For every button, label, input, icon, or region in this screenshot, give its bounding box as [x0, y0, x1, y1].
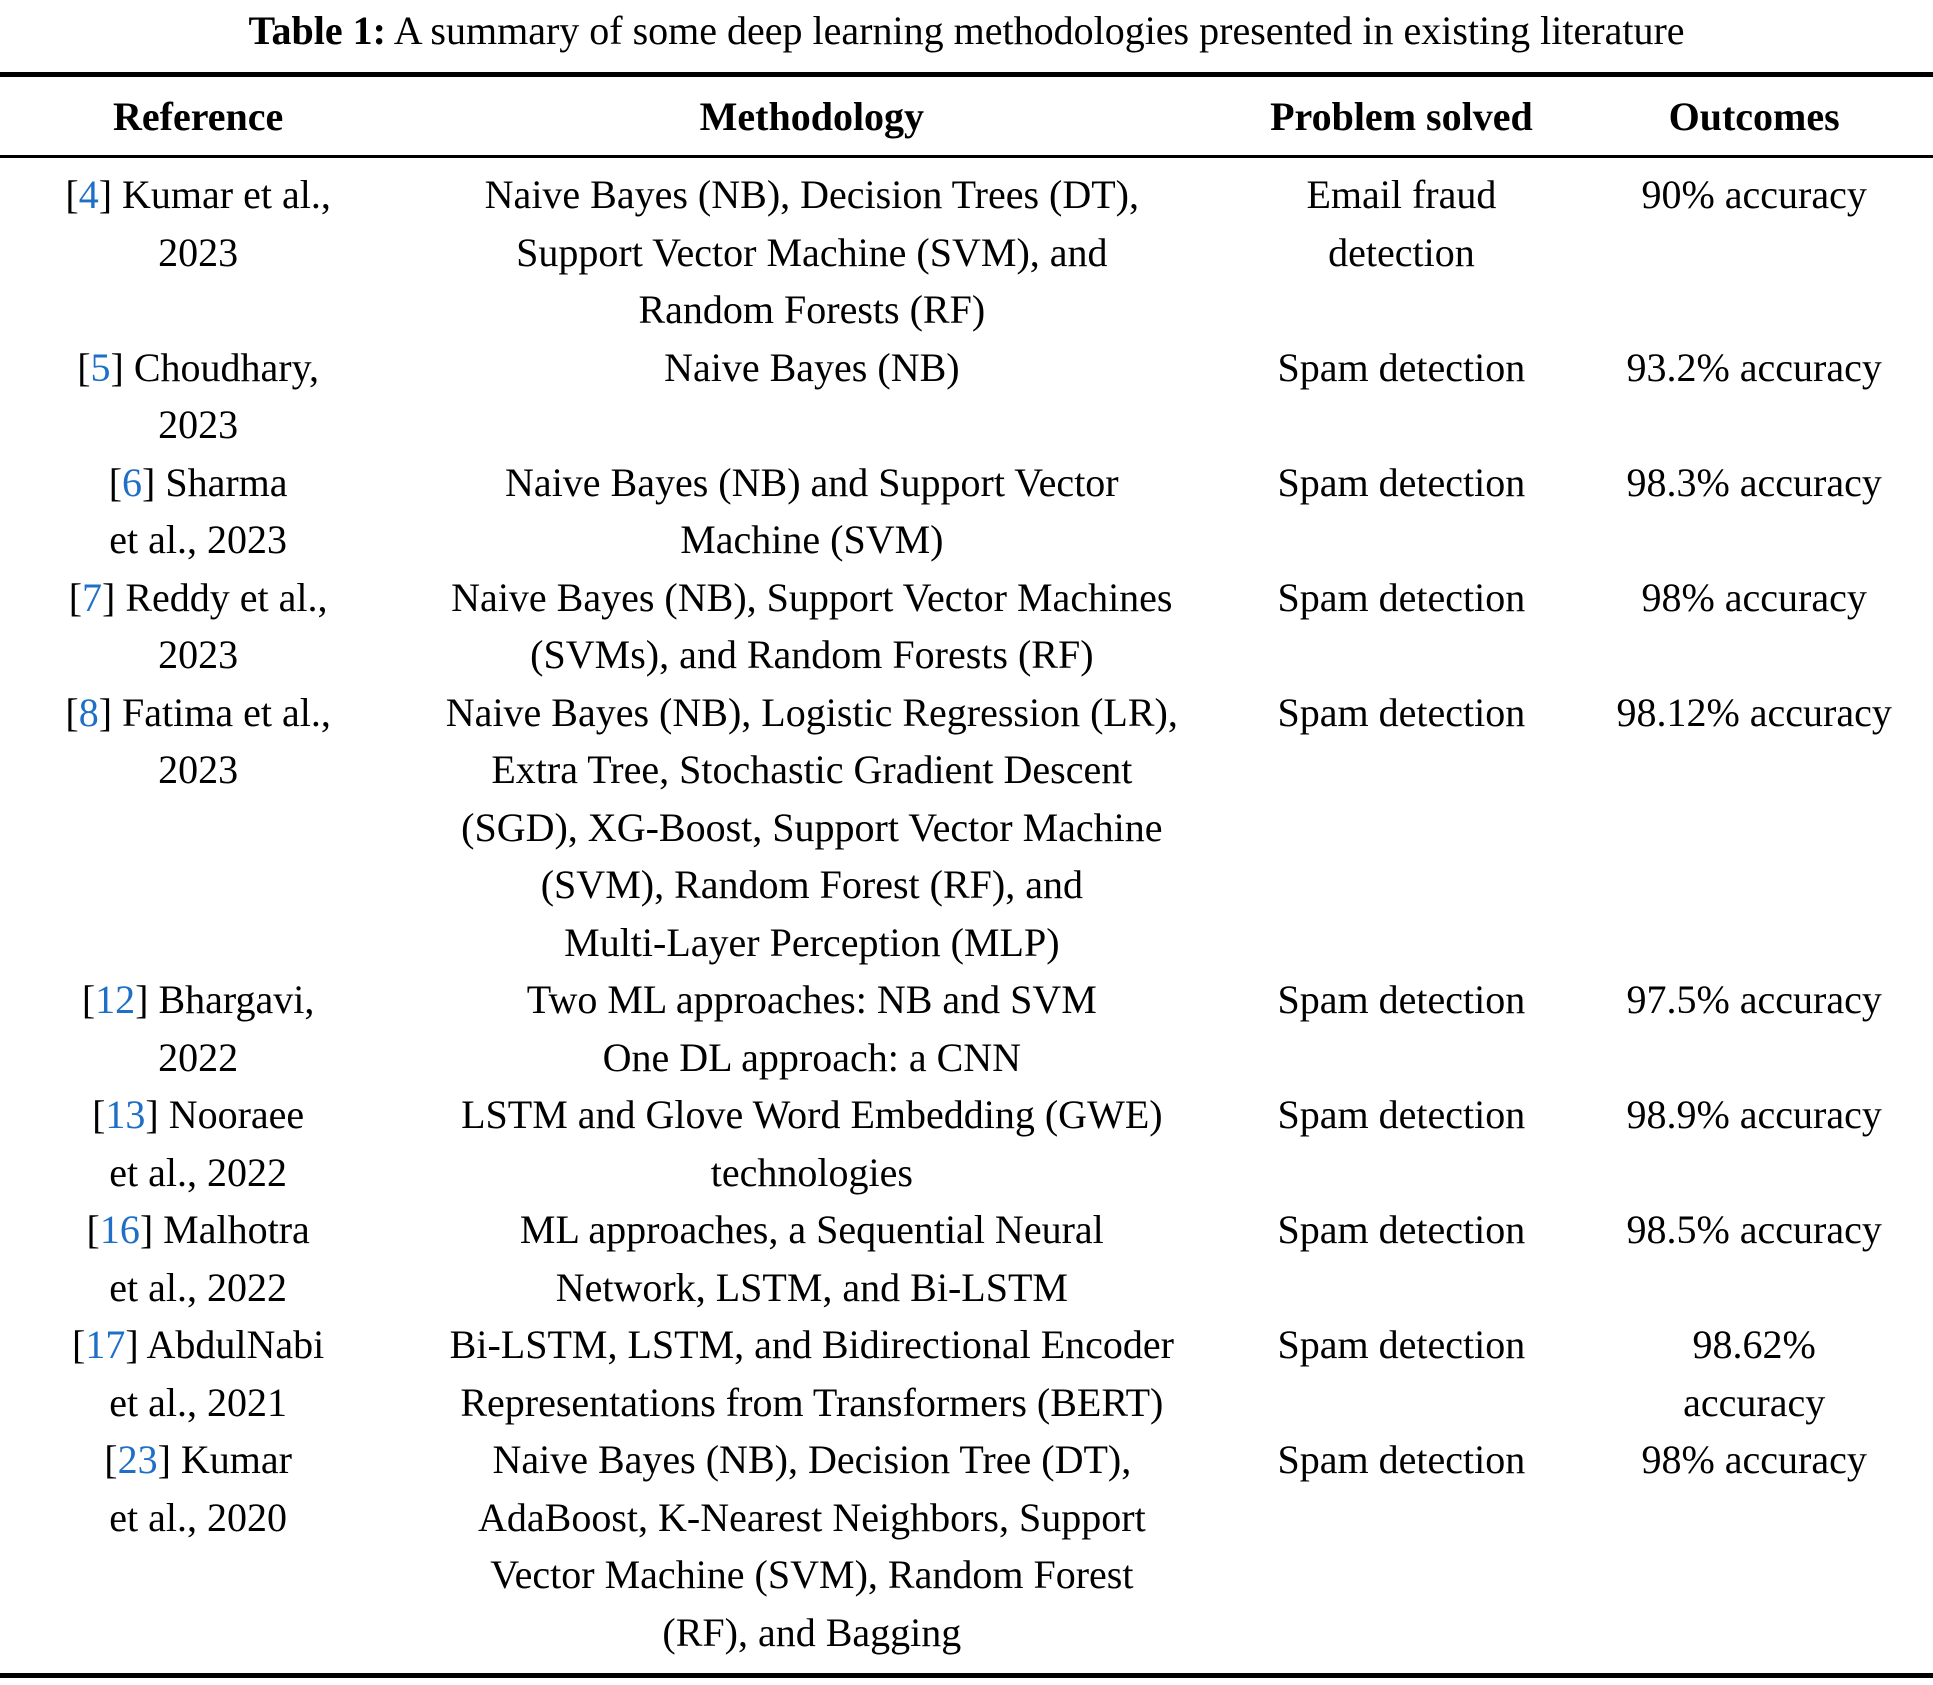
methodology-line: Bi-LSTM, LSTM, and Bidirectional Encoder [449, 1322, 1174, 1367]
methodology-cell [396, 1431, 1227, 1661]
problem-line: Spam detection [1277, 1437, 1526, 1482]
methodology-cell [396, 1316, 1227, 1431]
citation-link[interactable]: 4 [78, 172, 99, 217]
reference-line [0, 1316, 396, 1374]
citation-close-bracket: ] [98, 172, 113, 217]
methodology-line: LSTM and Glove Word Embedding (GWE) [461, 1092, 1163, 1137]
methodology-line: Multi-Layer Perception (MLP) [564, 919, 1060, 965]
citation-link[interactable]: 16 [99, 1207, 140, 1252]
outcome-cell [1575, 971, 1933, 1086]
reference-line: et al., 2021 [109, 1379, 287, 1425]
reference-cell [0, 166, 396, 339]
citation-close-bracket: ] [110, 344, 124, 390]
outcome-cell [1575, 1431, 1933, 1661]
citation-close-bracket: ] [125, 1322, 139, 1367]
reference-text: Choudhary, [123, 344, 320, 390]
citation-close-bracket: ] [145, 1092, 159, 1137]
reference-line [0, 166, 396, 224]
problem-line: Spam detection [1277, 977, 1526, 1022]
paper-table-figure [0, 6, 1933, 1678]
citation-link[interactable]: 7 [82, 574, 103, 620]
methodology-cell [396, 166, 1227, 339]
methodology-line: Representations from Transformers (BERT) [460, 1379, 1164, 1425]
reference-text: Reddy et al., [115, 574, 328, 620]
outcome-line: 98.62% [1692, 1322, 1816, 1367]
outcome-line: 98% accuracy [1641, 574, 1867, 620]
methodology-line: Naive Bayes (NB), Decision Trees (DT), [484, 172, 1139, 217]
reference-line [0, 1431, 396, 1489]
methodology-line: Extra Tree, Stochastic Gradient Descent [491, 747, 1133, 792]
citation-open-bracket: [ [86, 1207, 100, 1252]
reference-text: Nooraee [158, 1092, 305, 1137]
methodology-line: Naive Bayes (NB), Logistic Regression (LR), [445, 689, 1178, 735]
reference-line [0, 684, 396, 742]
outcome-cell [1575, 1086, 1933, 1201]
table-caption [0, 6, 1933, 56]
reference-line [0, 569, 396, 627]
reference-line: et al., 2023 [109, 517, 287, 562]
citation-open-bracket: [ [92, 1092, 106, 1137]
methodology-line: Naive Bayes (NB) and Support Vector [505, 459, 1119, 505]
reference-line: 2023 [158, 632, 239, 677]
citation-link[interactable]: 17 [85, 1322, 126, 1367]
citation-open-bracket: [ [72, 1322, 86, 1367]
citation-open-bracket: [ [65, 172, 79, 217]
methodology-line: Vector Machine (SVM), Random Forest [490, 1552, 1134, 1597]
reference-text: Fatima et al., [112, 689, 331, 735]
problem-cell [1227, 684, 1575, 972]
methodology-line: (SVMs), and Random Forests (RF) [530, 632, 1094, 677]
problem-cell [1227, 1201, 1575, 1316]
problem-cell [1227, 569, 1575, 684]
outcome-line: 98.5% accuracy [1626, 1207, 1882, 1252]
table-caption-text: A summary of some deep learning methodologies presented in existing literature [393, 8, 1685, 53]
reference-line [0, 971, 396, 1029]
problem-line: Spam detection [1277, 459, 1526, 505]
reference-line: et al., 2022 [109, 1149, 287, 1195]
problem-line: Spam detection [1277, 344, 1526, 390]
methodology-line: (SGD), XG-Boost, Support Vector Machine [461, 804, 1163, 850]
citation-close-bracket: ] [135, 977, 149, 1022]
reference-cell [0, 454, 396, 569]
methodology-cell [396, 1086, 1227, 1201]
outcome-line: 98.3% accuracy [1626, 459, 1882, 505]
reference-text: Malhotra [153, 1207, 310, 1252]
reference-line [0, 1086, 396, 1144]
outcome-line: 98.9% accuracy [1626, 1092, 1882, 1137]
reference-cell [0, 1431, 396, 1661]
table-row [0, 1316, 1933, 1431]
methodology-line: technologies [710, 1149, 913, 1195]
outcome-line: 98% accuracy [1641, 1437, 1867, 1482]
table-body [0, 158, 1933, 1673]
methodology-cell [396, 684, 1227, 972]
citation-open-bracket: [ [65, 689, 79, 735]
outcome-line: 98.12% accuracy [1616, 689, 1892, 735]
methodology-cell [396, 1201, 1227, 1316]
problem-cell [1227, 339, 1575, 454]
outcome-cell [1575, 1201, 1933, 1316]
methodology-line: Random Forests (RF) [638, 287, 986, 332]
methodology-line: AdaBoost, K-Nearest Neighbors, Support [478, 1494, 1146, 1540]
reference-cell [0, 971, 396, 1086]
outcome-line: 97.5% accuracy [1626, 977, 1882, 1022]
outcome-cell [1575, 569, 1933, 684]
outcome-cell [1575, 454, 1933, 569]
column-header-outcomes: Outcomes [1668, 94, 1840, 139]
reference-text: Kumar et al., [112, 172, 331, 217]
citation-close-bracket: ] [157, 1437, 171, 1482]
citation-link[interactable]: 13 [105, 1092, 146, 1137]
reference-line: 2023 [158, 229, 239, 275]
table-row [0, 454, 1933, 569]
problem-line: Spam detection [1277, 1207, 1526, 1252]
reference-line: 2023 [158, 402, 239, 447]
citation-link[interactable]: 23 [117, 1437, 158, 1482]
table-row [0, 569, 1933, 684]
citation-open-bracket: [ [81, 977, 96, 1022]
problem-line: Email fraud [1306, 172, 1497, 217]
reference-text: Sharma [155, 459, 288, 505]
citation-close-bracket: ] [102, 574, 116, 620]
methodology-cell [396, 569, 1227, 684]
outcome-line: 93.2% accuracy [1626, 344, 1882, 390]
summary-table [0, 72, 1933, 1678]
reference-cell [0, 1086, 396, 1201]
methodology-line: Naive Bayes (NB), Decision Tree (DT), [492, 1437, 1132, 1482]
citation-close-bracket: ] [139, 1207, 154, 1252]
problem-line: Spam detection [1277, 689, 1526, 735]
table-row [0, 1201, 1933, 1316]
outcome-cell [1575, 339, 1933, 454]
table-row [0, 1431, 1933, 1661]
table-row [0, 1086, 1933, 1201]
column-header-methodology: Methodology [699, 94, 925, 139]
outcome-line: 90% accuracy [1641, 172, 1867, 217]
reference-cell [0, 339, 396, 454]
reference-line: et al., 2022 [109, 1264, 287, 1310]
methodology-line: Network, LSTM, and Bi-LSTM [555, 1264, 1068, 1310]
outcome-cell [1575, 684, 1933, 972]
citation-link[interactable]: 12 [95, 977, 136, 1022]
methodology-line: Machine (SVM) [680, 517, 944, 562]
column-header-reference: Reference [112, 94, 284, 139]
methodology-line: Support Vector Machine (SVM), and [516, 229, 1108, 275]
outcome-cell [1575, 166, 1933, 339]
citation-open-bracket: [ [77, 344, 91, 390]
reference-line [0, 339, 396, 397]
citation-open-bracket: [ [104, 1437, 118, 1482]
problem-line: Spam detection [1277, 1322, 1526, 1367]
problem-cell [1227, 971, 1575, 1086]
methodology-cell [396, 971, 1227, 1086]
methodology-cell [396, 339, 1227, 454]
problem-cell [1227, 1431, 1575, 1661]
reference-line: 2023 [158, 747, 239, 792]
reference-cell [0, 569, 396, 684]
citation-open-bracket: [ [108, 459, 123, 505]
table-row [0, 166, 1933, 339]
problem-cell [1227, 166, 1575, 339]
methodology-line: (RF), and Bagging [662, 1609, 962, 1655]
reference-cell [0, 684, 396, 972]
table-row [0, 971, 1933, 1086]
problem-line: Spam detection [1277, 1092, 1526, 1137]
methodology-line: (SVM), Random Forest (RF), and [540, 862, 1083, 907]
table-row [0, 684, 1933, 972]
problem-cell [1227, 454, 1575, 569]
methodology-line: Naive Bayes (NB), Support Vector Machines [451, 574, 1173, 620]
table-header-row [0, 77, 1933, 158]
reference-line: et al., 2020 [109, 1494, 287, 1540]
outcome-cell [1575, 1316, 1933, 1431]
reference-cell [0, 1201, 396, 1316]
problem-cell [1227, 1086, 1575, 1201]
table-caption-label: Table 1: [248, 8, 386, 53]
reference-text: AbdulNabi [138, 1322, 325, 1367]
citation-link[interactable]: 5 [90, 344, 111, 390]
citation-close-bracket: ] [98, 689, 113, 735]
methodology-line: ML approaches, a Sequential Neural [519, 1207, 1104, 1252]
outcome-line: accuracy [1683, 1379, 1826, 1425]
reference-line [0, 454, 396, 512]
problem-line: detection [1328, 229, 1475, 275]
reference-text: Kumar [170, 1437, 292, 1482]
reference-cell [0, 1316, 396, 1431]
reference-text: Bhargavi, [148, 977, 315, 1022]
methodology-line: One DL approach: a CNN [602, 1034, 1022, 1080]
citation-link[interactable]: 6 [122, 459, 143, 505]
citation-link[interactable]: 8 [78, 689, 99, 735]
problem-line: Spam detection [1277, 574, 1526, 620]
reference-line: 2022 [158, 1034, 239, 1080]
methodology-line: Two ML approaches: NB and SVM [526, 977, 1097, 1022]
reference-line [0, 1201, 396, 1259]
methodology-cell [396, 454, 1227, 569]
citation-close-bracket: ] [142, 459, 156, 505]
column-header-problem-solved: Problem solved [1270, 94, 1533, 139]
problem-cell [1227, 1316, 1575, 1431]
citation-open-bracket: [ [68, 574, 83, 620]
table-row [0, 339, 1933, 454]
methodology-line: Naive Bayes (NB) [664, 344, 960, 390]
